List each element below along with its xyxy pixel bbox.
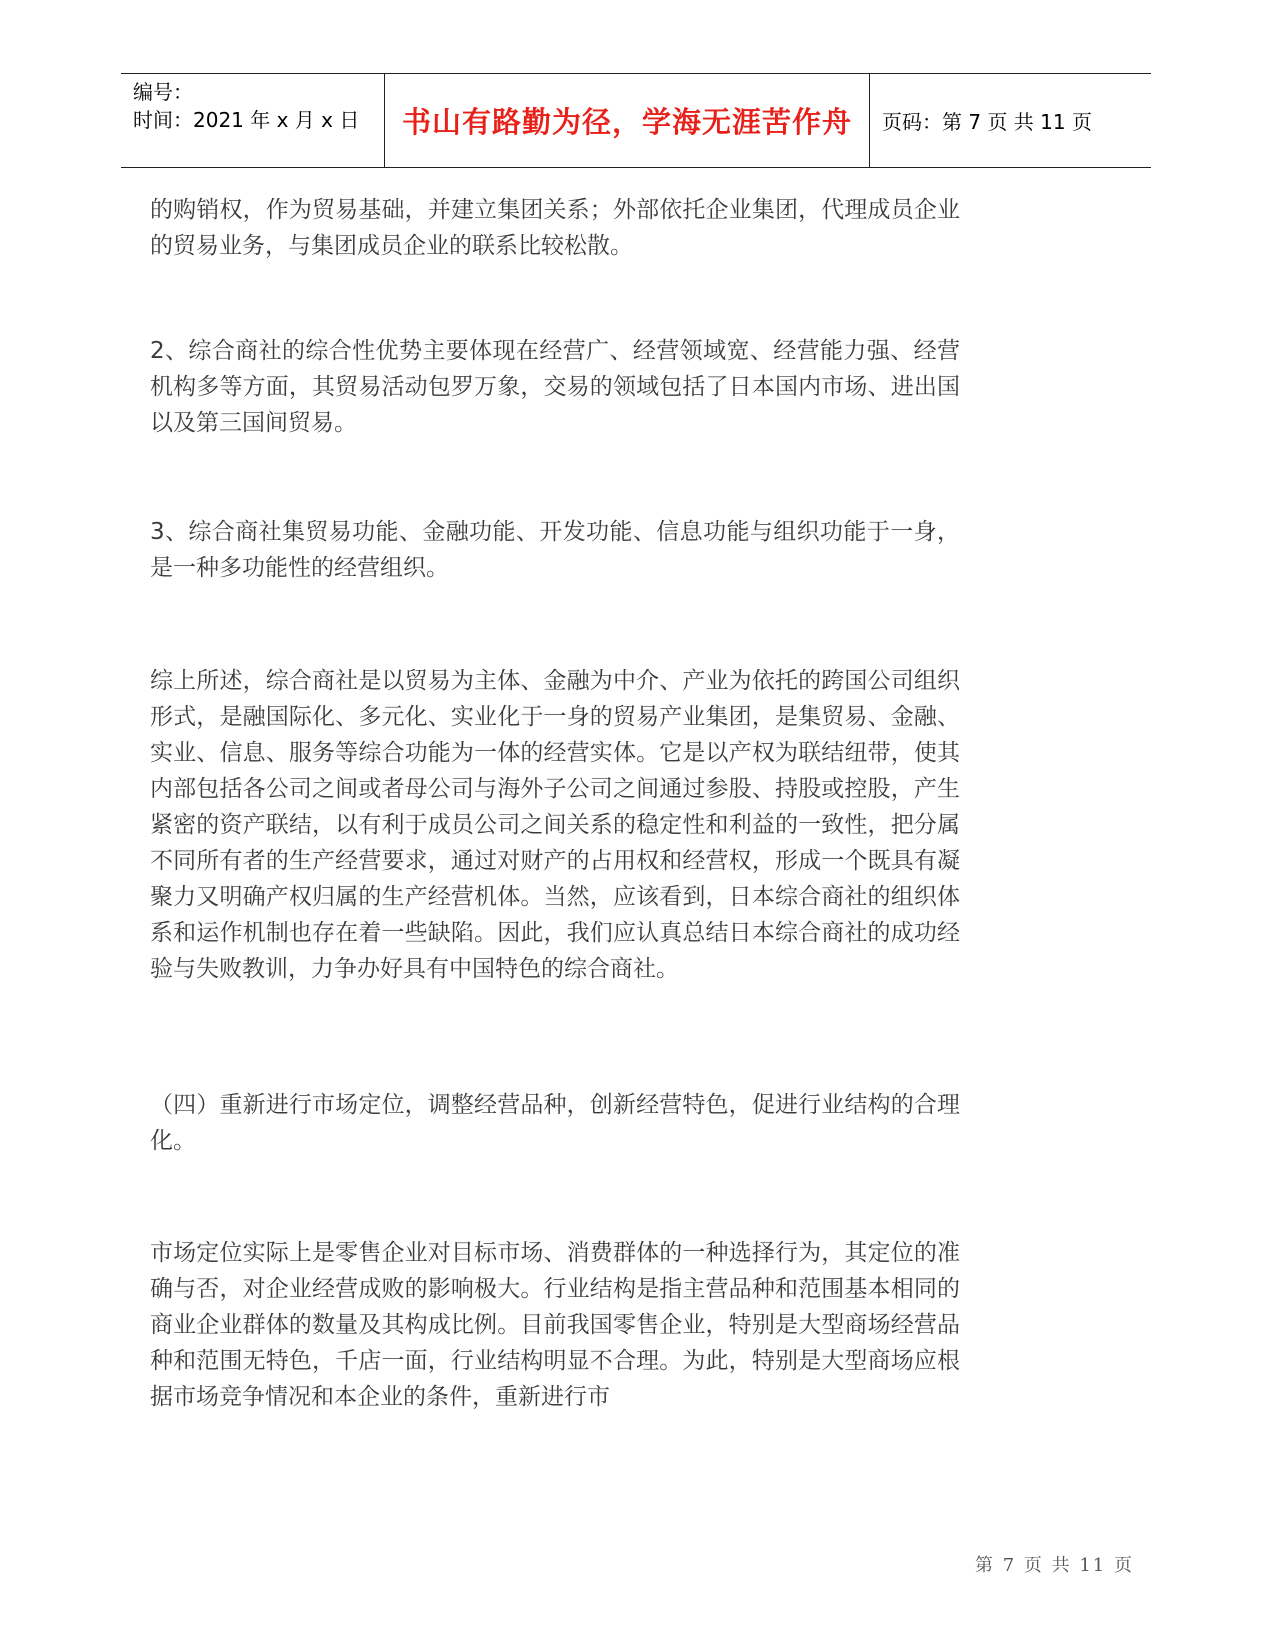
document-date: 时间：2021 年 x 月 x 日 <box>133 108 360 132</box>
page-footer: 第 7 页 共 11 页 <box>975 1555 1134 1576</box>
header-motto: 书山有路勤为径，学海无涯苦作舟 <box>385 74 870 167</box>
document-number: 编号： <box>133 80 193 104</box>
section-heading: （四）重新进行市场定位，调整经营品种，创新经营特色，促进行业结构的合理化。 <box>150 1092 960 1154</box>
document-header <box>121 73 1151 168</box>
body-paragraph: 市场定位实际上是零售企业对目标市场、消费群体的一种选择行为，其定位的准确与否，对企业经营成败的影响极大。行业结构是指主营品种和范围基本相同的商业企业群体的数量及其构成比例。目前我国零售企业，特别是大型商场经营品种和范围无特色，千店一面，行业结构明显不合理。为此，特别是大型商场应根据市场竞争情况和本企业的条件，重新进行市 <box>150 1240 960 1410</box>
body-paragraph: 3、综合商社集贸易功能、金融功能、开发功能、信息功能与组织功能于一身，是一种多功能性的经营组织。 <box>150 519 960 581</box>
body-paragraph: 2、综合商社的综合性优势主要体现在经营广、经营领域宽、经营能力强、经营机构多等方面，其贸易活动包罗万象，交易的领域包括了日本国内市场、进出国以及第三国间贸易。 <box>150 338 960 436</box>
body-paragraph: 的购销权，作为贸易基础，并建立集团关系；外部依托企业集团，代理成员企业的贸易业务，与集团成员企业的联系比较松散。 <box>150 197 960 259</box>
body-paragraph: 综上所述，综合商社是以贸易为主体、金融为中介、产业为依托的跨国公司组织形式，是融国际化、多元化、实业化于一身的贸易产业集团，是集贸易、金融、实业、信息、服务等综合功能为一体的经营实体。它是以产权为联结纽带，使其内部包括各公司之间或者母公司与海外子公司之间通过参股、持股或控股，产生紧密的资产联结，以有利于成员公司之间关系的稳定性和利益的一致性，把分属不同所有者的生产经营要求，通过对财产的占用权和经营权，形成一个既具有凝聚力又明确产权归属的生产经营机体。当然，应该看到，日本综合商社的组织体系和运作机制也存在着一些缺陷。因此，我们应认真总结日本综合商社的成功经验与失败教训，力争办好具有中国特色的综合商社。 <box>150 668 960 982</box>
header-page-number: 页码：第 7 页 共 11 页 <box>882 110 1092 134</box>
header-meta <box>121 74 385 167</box>
